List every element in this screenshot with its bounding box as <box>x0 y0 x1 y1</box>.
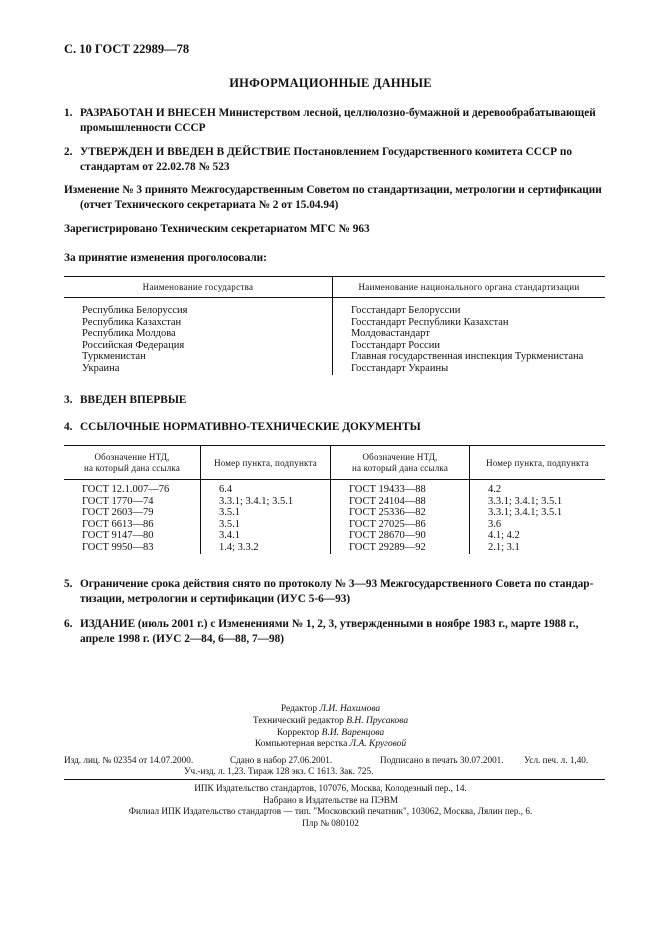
table-row: Республика Молдова Молдовастандарт <box>64 328 605 340</box>
table-row: ГОСТ 9147—80 3.4.1 ГОСТ 28670—90 4.1; 4.2 <box>64 530 605 542</box>
voted-note: За принятие изменения проголосовали: <box>64 252 267 264</box>
publisher-block: ИПК Издательство стандартов, 107076, Москва, Колодезный пер., 14. Набрано в Издательстве на ПЭВМ Филиал ИПК Издательство стандартов — тип. "Московский печатник", 103062, Москва, Лялин пер., 6. Плр № 080102 <box>128 783 533 828</box>
credit-layout: Компьютерная верстка Л.А. Круговой <box>254 739 407 750</box>
item-3: 3. ВВЕДЕН ВПЕРВЫЕ <box>64 394 187 406</box>
imprint-signed: Подписано в печать 30.07.2001. <box>380 755 504 765</box>
credit-editor: Редактор Л.И. Нахимова <box>280 704 381 714</box>
table1-header-body: Наименование национального органа стандартизации <box>333 277 606 298</box>
item-4: 4. ССЫЛОЧНЫЕ НОРМАТИВНО-ТЕХНИЧЕСКИЕ ДОКУМЕНТЫ <box>64 421 421 433</box>
table-row: Туркменистан Главная государственная инспекция Туркменистана <box>64 351 605 363</box>
registered-note: Зарегистрировано Техническим секретариатом МГС № 963 <box>64 223 370 235</box>
credit-tech-editor: Технический редактор В.Н. Прусакова <box>252 715 409 726</box>
table2-header-clause-1: Номер пункта, подпункта <box>201 446 331 480</box>
imprint-license: Изд. лиц. № 02354 от 14.07.2000. <box>64 755 194 765</box>
table2-header-ntd-1: Обозначение НТД, на который дана ссылка <box>64 446 201 480</box>
table2-header-ntd-2: Обозначение НТД, на который дана ссылка <box>331 446 470 480</box>
table-row: ГОСТ 9950—83 1.4; 3.3.2 ГОСТ 29289—92 2.1; 3.1 <box>64 542 605 554</box>
credit-corrector: Корректор В.И. Варенцова <box>276 727 385 738</box>
table1-header-state: Наименование государства <box>64 277 333 298</box>
item-2: 2. УТВЕРЖДЕН И ВВЕДЕН В ДЕЙСТВИЕ Постановлением Государственного комитета СССР по стандартам от 22.02.78 № 523 <box>64 146 572 173</box>
table-row: Республика Казахстан Госстандарт Республики Казахстан <box>64 317 605 329</box>
page-header: С. 10 ГОСТ 22989—78 <box>64 42 190 56</box>
change-note: Изменение № 3 принято Межгосударственным Советом по стандартизации, метрологии и сертификации (отчет Технического секретариата № 2 от 15.04.94) <box>64 184 602 211</box>
imprint-set: Сдано в набор 27.06.2001. <box>230 755 333 765</box>
table-row: ГОСТ 1770—74 3.3.1; 3.4.1; 3.5.1 ГОСТ 24104—88 3.3.1; 3.4.1; 3.5.1 <box>64 496 605 508</box>
table-row: ГОСТ 12.1.007—76 6.4 ГОСТ 19433—88 4.2 <box>64 480 605 496</box>
voting-states-table <box>64 276 605 375</box>
imprint-sheets: Усл. печ. л. 1,40. <box>524 755 589 765</box>
table2-header-clause-2: Номер пункта, подпункта <box>470 446 606 480</box>
item-5: 5. Ограничение срока действия снято по протоколу № 3—93 Межгосударственного Совета по стандар- тизации, метрологии и сертификации (ИУС 5-6—93) <box>64 578 594 605</box>
table-row: ГОСТ 6613—86 3.5.1 ГОСТ 27025—86 3.6 <box>64 519 605 531</box>
table-row: Украина Госстандарт Украины <box>64 363 605 375</box>
item-1: 1. РАЗРАБОТАН И ВНЕСЕН Министерством лесной, целлюлозно-бумажной и деревообрабатывающей промышленности СССР <box>64 107 596 134</box>
section-title: ИНФОРМАЦИОННЫЕ ДАННЫЕ <box>229 76 432 90</box>
item-6: 6. ИЗДАНИЕ (июль 2001 г.) с Изменениями № 1, 2, 3, утвержденными в ноябре 1983 г., марте 1988 г., апреле 1998 г. (ИУС 2—84, 6—88, 7—98) <box>64 618 579 645</box>
reference-documents-table <box>64 445 605 554</box>
imprint-line2: Уч.-изд. л. 1,23. Тираж 128 экз. С 1613. Зак. 725. <box>184 766 374 776</box>
divider <box>64 779 605 780</box>
table-row: ГОСТ 2603—79 3.5.1 ГОСТ 25336—82 3.3.1; 3.4.1; 3.5.1 <box>64 507 605 519</box>
credits-block <box>0 704 661 751</box>
table-row: Российская Федерация Госстандарт России <box>64 340 605 352</box>
table-row: Республика Белоруссия Госстандарт Белоруссии <box>64 298 605 317</box>
